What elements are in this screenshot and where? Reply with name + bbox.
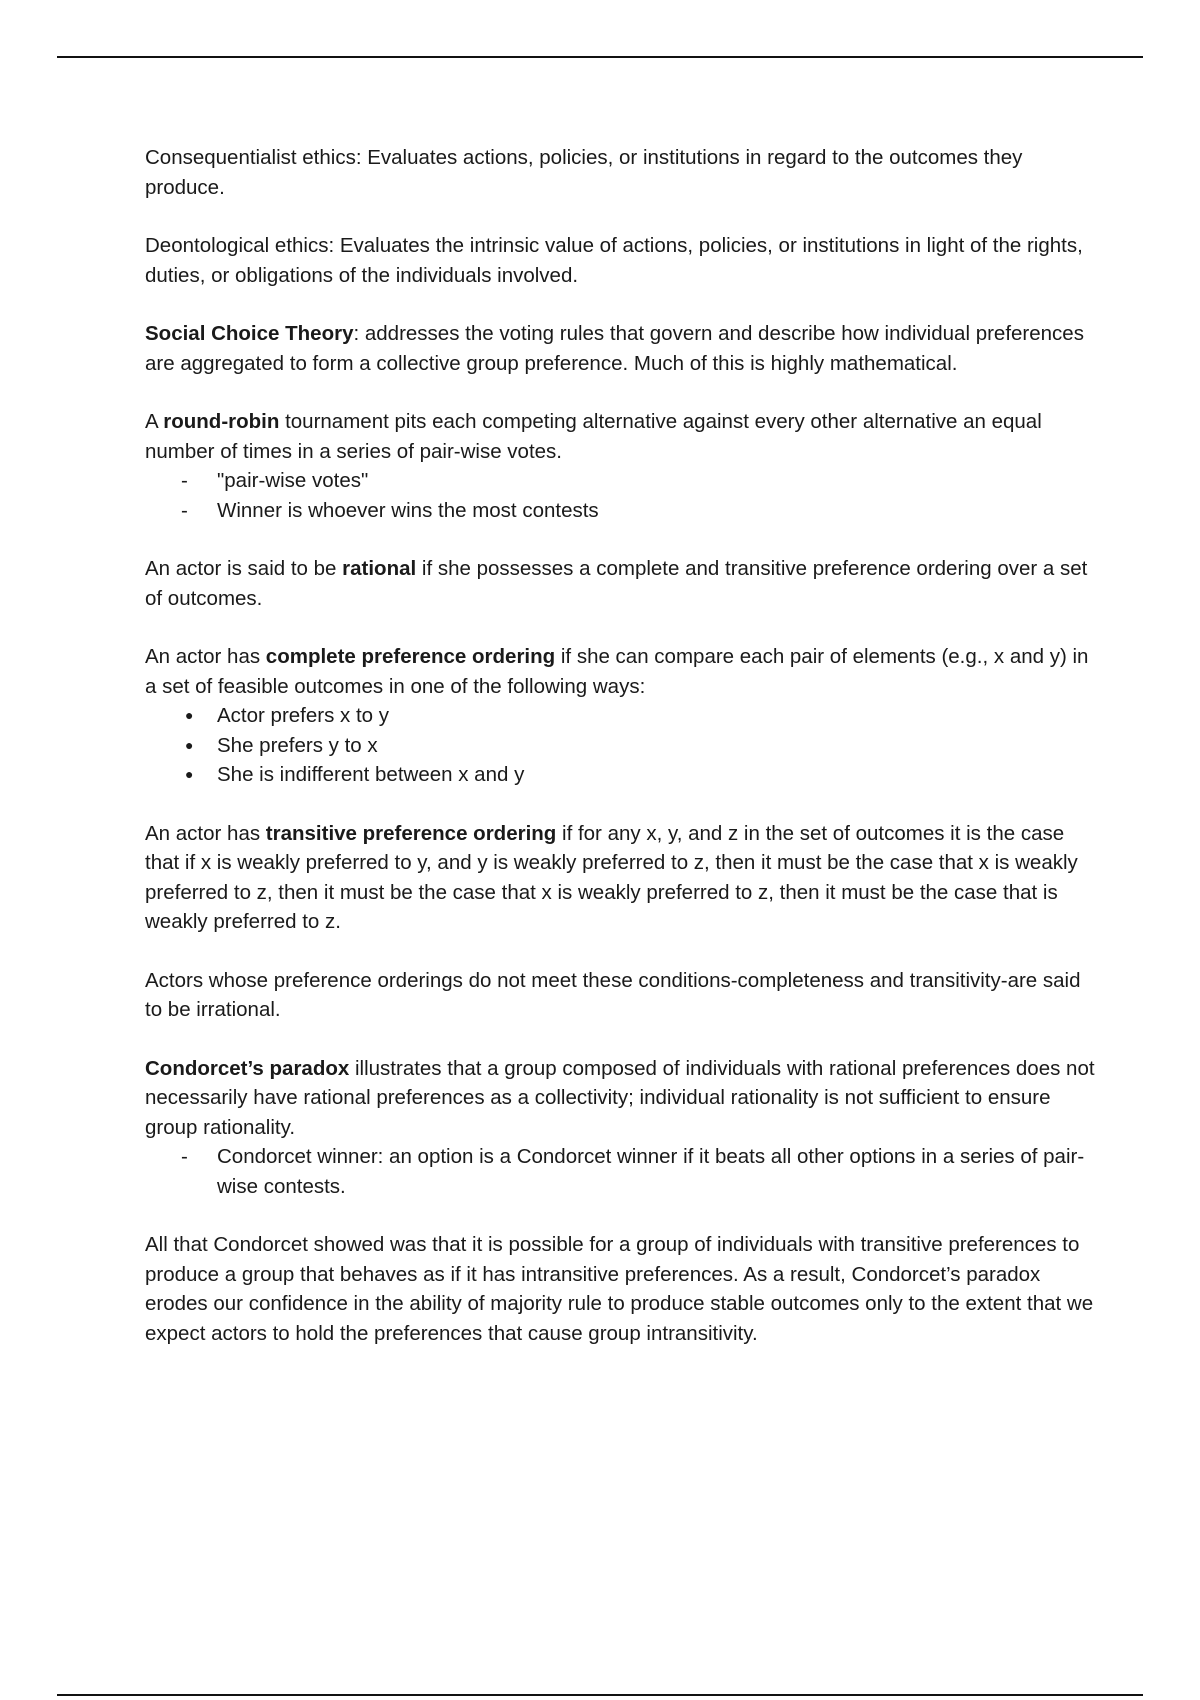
complete-pre: An actor has — [145, 645, 266, 668]
social-choice-term: Social Choice Theory — [145, 322, 354, 345]
round-robin-term: round-robin — [163, 410, 280, 433]
rational-paragraph — [145, 554, 1095, 613]
list-item — [145, 760, 1095, 790]
rational-pre: An actor is said to be — [145, 557, 343, 580]
transitive-pre: An actor has — [145, 821, 266, 845]
list-item — [145, 496, 1095, 526]
bottom-rule — [57, 1694, 1143, 1696]
top-rule — [57, 56, 1143, 58]
social-choice-text: : addresses the voting rules that govern and describe how individual preferences are aggregated to form a collective group preference. Much of this is highly mathematical. — [145, 322, 1084, 375]
bullet-dot-marker: ● — [185, 707, 194, 723]
list-item-text: Actor prefers x to y — [217, 704, 390, 727]
dash-marker: - — [181, 1145, 188, 1168]
list-item — [145, 731, 1095, 761]
deontological-paragraph: Deontological ethics: Evaluates the intrinsic value of actions, policies, or institutions in light of the rights, duties, or obligations of the individuals involved. — [145, 234, 1083, 287]
transitive-text: if for any x, y, and z in the set of outcomes it is the case that if x is weakly preferred to y, and y is weakly preferred to z, then it must be the case that x is weakly preferred to z, then it must be the case that x is weakly preferred to z, then it must be the case that is weakly preferred to z. — [145, 821, 1078, 933]
round-robin-pre: A — [145, 410, 164, 433]
condorcet-list — [145, 1142, 1095, 1201]
transitive-ordering-paragraph — [145, 819, 1095, 937]
rational-text: if she possesses a complete and transitive preference ordering over a set of outcomes. — [145, 557, 1088, 610]
dash-marker: - — [181, 469, 188, 492]
condorcet-paragraph — [145, 1054, 1095, 1143]
round-robin-list — [145, 466, 1095, 525]
complete-term: complete preference ordering — [265, 645, 556, 668]
bullet-dot-marker: ● — [185, 766, 194, 782]
list-item-text: Winner is whoever wins the most contests — [217, 498, 599, 522]
complete-ordering-list — [145, 701, 1095, 790]
condorcet-text: illustrates that a group composed of individuals with rational preferences does not necessarily have rational preferences as a collectivity; individual rationality is not sufficient to ensure group rationality. — [145, 1056, 1095, 1139]
list-item — [145, 1142, 1095, 1201]
irrational-paragraph: Actors whose preference orderings do not meet these conditions-completeness and transitivity-are said to be irrational. — [145, 968, 1081, 1021]
social-choice-paragraph — [145, 319, 1095, 378]
round-robin-text: tournament pits each competing alternative against every other alternative an equal number of times in a series of pair-wise votes. — [145, 410, 1042, 463]
round-robin-paragraph — [145, 407, 1095, 466]
list-item-text: She prefers y to x — [217, 733, 378, 757]
condorcet-term: Condorcet’s paradox — [145, 1056, 350, 1080]
conclusion-paragraph: All that Condorcet showed was that it is possible for a group of individuals with transitive preferences to produce a group that behaves as if it has intransitive preferences. As a result, Condorcet’s paradox erodes our confidence in the ability of majority rule to produce stable outcomes only to the extent that we expect actors to hold the preferences that cause group intransitivity. — [145, 1233, 1094, 1345]
transitive-term: transitive preference ordering — [265, 821, 557, 845]
document-body — [145, 143, 1095, 1377]
list-item-text: She is indifferent between x and y — [217, 763, 525, 786]
dash-marker: - — [181, 498, 188, 522]
consequentialist-paragraph: Consequentialist ethics: Evaluates actions, policies, or institutions in regard to the outcomes they produce. — [145, 146, 1023, 199]
rational-term: rational — [342, 557, 417, 580]
bullet-dot-marker: ● — [185, 736, 194, 753]
list-item-text: Condorcet winner: an option is a Condorcet winner if it beats all other options in a series of pair-wise contests. — [217, 1145, 1085, 1198]
list-item — [145, 701, 1095, 731]
list-item — [145, 466, 1095, 496]
complete-ordering-paragraph — [145, 642, 1095, 701]
complete-text: if she can compare each pair of elements (e.g., x and y) in a set of feasible outcomes in one of the following ways: — [145, 645, 1089, 698]
list-item-text: "pair-wise votes" — [217, 469, 369, 492]
